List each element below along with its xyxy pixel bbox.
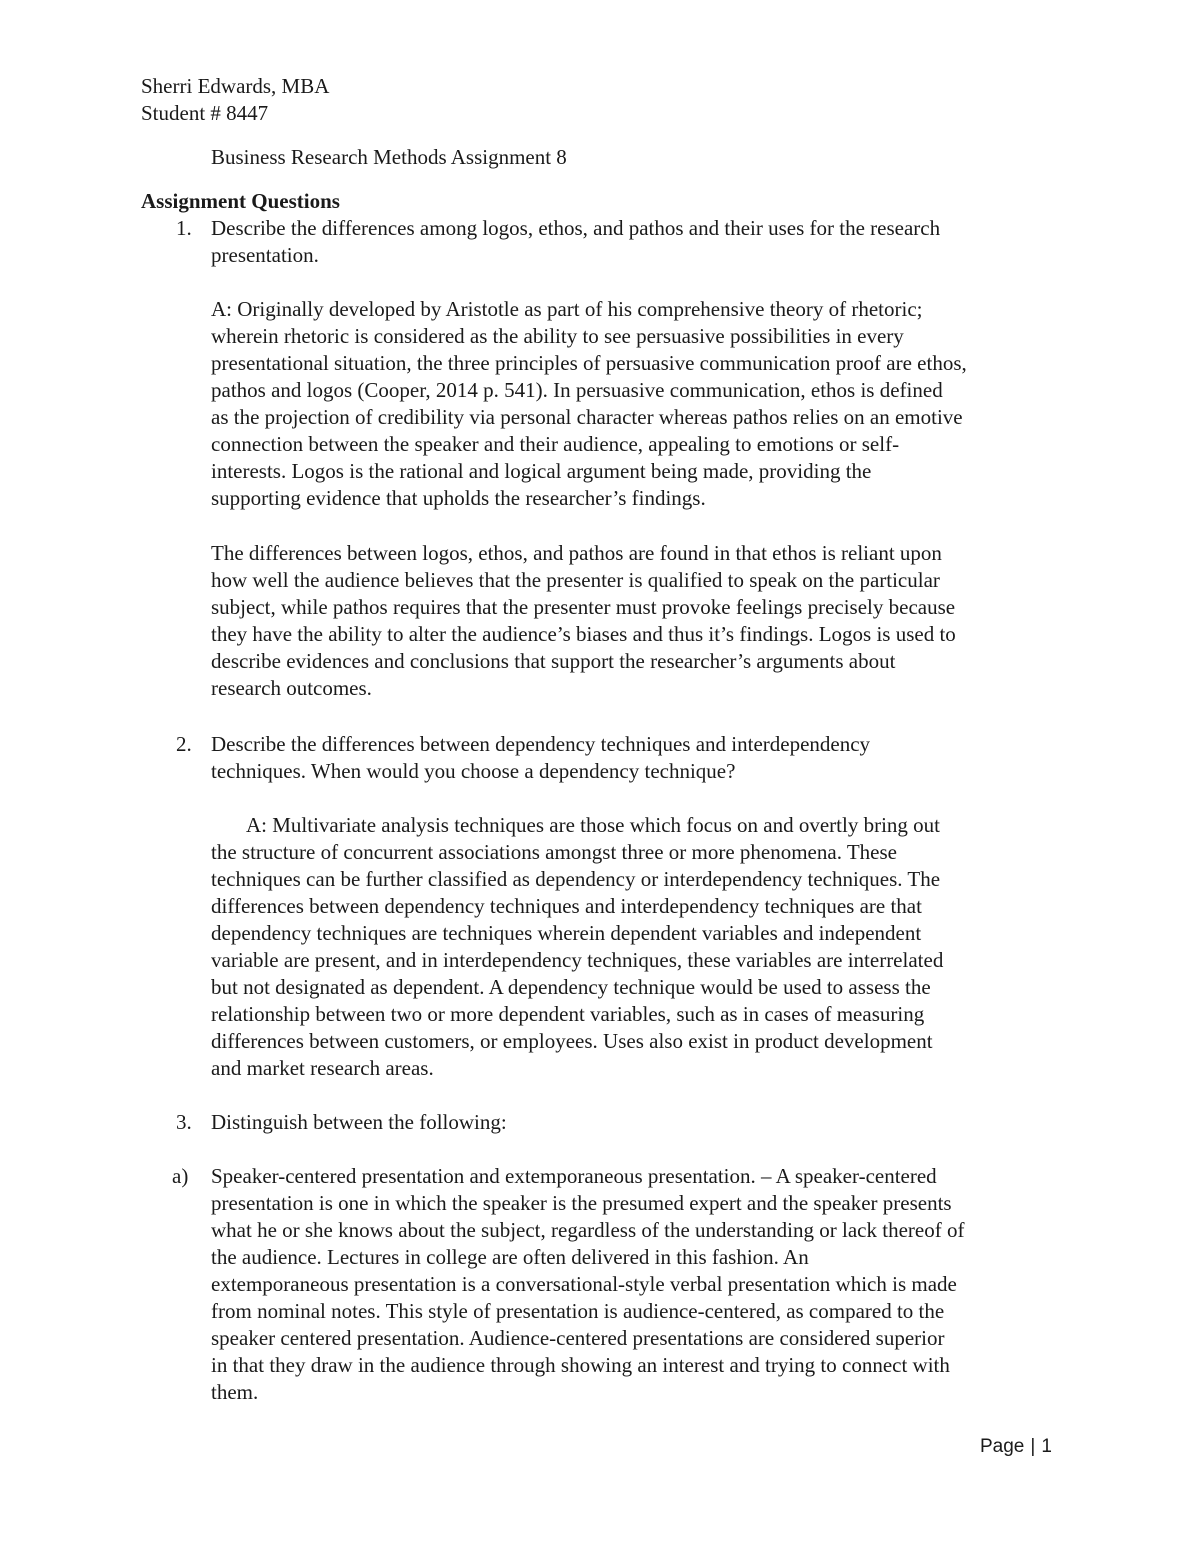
item-a-line: them. (211, 1380, 259, 1404)
page-label: Page (980, 1436, 1025, 1457)
page-number: 1 (1041, 1436, 1052, 1457)
answer-1b-line: subject, while pathos requires that the presenter must provoke feelings precisely because (211, 595, 956, 619)
item-a-line: Speaker-centered presentation and extemporaneous presentation. – A speaker-centered (211, 1164, 937, 1188)
answer-1-line: presentational situation, the three principles of persuasive communication proof are ethos, (211, 351, 967, 375)
answer-1b-line: research outcomes. (211, 676, 372, 700)
answer-1-line: supporting evidence that upholds the researcher’s findings. (211, 486, 706, 510)
student-number: Student # 8447 (141, 101, 269, 125)
answer-1-line: connection between the speaker and their audience, appealing to emotions or self- (211, 432, 900, 456)
answer-2-line: but not designated as dependent. A dependency technique would be used to assess the (211, 975, 931, 999)
answer-1b-line: how well the audience believes that the presenter is qualified to speak on the particular (211, 568, 940, 592)
page-separator: | (1030, 1436, 1036, 1457)
question-1-line: presentation. (211, 243, 319, 267)
question-2-number: 2. (176, 732, 192, 756)
answer-1-line: as the projection of credibility via personal character whereas pathos relies on an emotive (211, 405, 963, 429)
answer-1-line: pathos and logos (Cooper, 2014 p. 541). In persuasive communication, ethos is defined (211, 378, 943, 402)
item-a-line: presentation is one in which the speaker is the presumed expert and the speaker presents (211, 1191, 952, 1215)
answer-1-line: wherein rhetoric is considered as the ability to see persuasive possibilities in every (211, 324, 904, 348)
section-heading: Assignment Questions (141, 189, 340, 213)
document-title: Business Research Methods Assignment 8 (211, 145, 567, 169)
question-3-text: Distinguish between the following: (211, 1110, 507, 1134)
answer-1b-line: The differences between logos, ethos, and pathos are found in that ethos is reliant upon (211, 541, 942, 565)
item-a-label: a) (172, 1164, 189, 1188)
question-2-line: Describe the differences between dependency techniques and interdependency (211, 732, 871, 756)
item-a-line: what he or she knows about the subject, regardless of the understanding or lack thereof of (211, 1218, 965, 1242)
item-a-line: in that they draw in the audience through showing an interest and trying to connect with (211, 1353, 950, 1377)
question-1-line: Describe the differences among logos, ethos, and pathos and their uses for the research (211, 216, 941, 240)
answer-2-line: techniques can be further classified as dependency or interdependency techniques. The (211, 867, 941, 891)
answer-2-line: dependency techniques are techniques wherein dependent variables and independent (211, 921, 922, 945)
question-1-number: 1. (176, 216, 192, 240)
author-name: Sherri Edwards, MBA (141, 74, 330, 98)
answer-1b-line: they have the ability to alter the audience’s biases and thus it’s findings. Logos is used to (211, 622, 956, 646)
item-a-line: from nominal notes. This style of presentation is audience-centered, as compared to the (211, 1299, 945, 1323)
question-2-line: techniques. When would you choose a dependency technique? (211, 759, 736, 783)
answer-2-line: differences between customers, or employees. Uses also exist in product development (211, 1029, 933, 1053)
answer-1b-line: describe evidences and conclusions that support the researcher’s arguments about (211, 649, 896, 673)
question-3-number: 3. (176, 1110, 192, 1134)
answer-2-line: the structure of concurrent associations amongst three or more phenomena. These (211, 840, 897, 864)
answer-2-line: differences between dependency techniques and interdependency techniques are that (211, 894, 922, 918)
answer-1-line: A: Originally developed by Aristotle as part of his comprehensive theory of rhetoric; (211, 297, 923, 321)
page-footer (980, 1433, 1052, 1460)
answer-2-line: A: Multivariate analysis techniques are those which focus on and overtly bring out (246, 813, 940, 837)
answer-2-line: and market research areas. (211, 1056, 434, 1080)
answer-1-line: interests. Logos is the rational and logical argument being made, providing the (211, 459, 872, 483)
item-a-line: extemporaneous presentation is a conversational-style verbal presentation which is made (211, 1272, 957, 1296)
answer-2-line: relationship between two or more dependent variables, such as in cases of measuring (211, 1002, 925, 1026)
item-a-line: the audience. Lectures in college are often delivered in this fashion. An (211, 1245, 809, 1269)
answer-2-line: variable are present, and in interdependency techniques, these variables are interrelated (211, 948, 944, 972)
item-a-line: speaker centered presentation. Audience-centered presentations are considered superior (211, 1326, 945, 1350)
